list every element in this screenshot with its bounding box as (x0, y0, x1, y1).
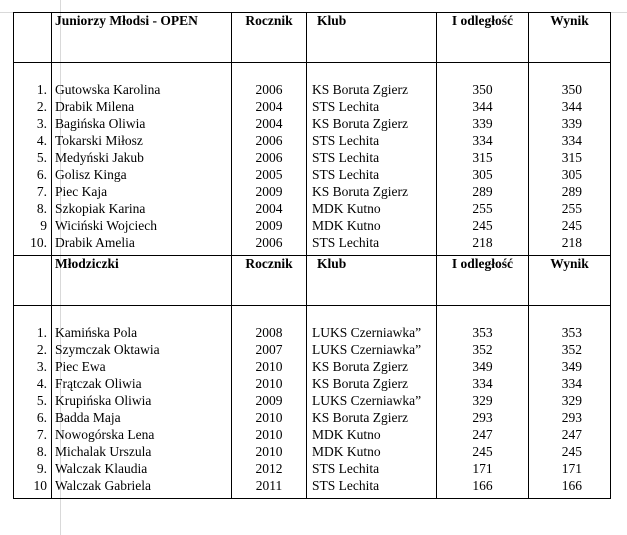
athlete-name: Gutowska Karolina (55, 82, 161, 97)
result-value: 245 (561, 444, 582, 459)
result-value: 334 (561, 133, 582, 148)
birth-year: 2004 (255, 99, 283, 114)
athlete-name: Piec Ewa (55, 359, 106, 374)
result-value: 218 (561, 235, 582, 250)
birth-year-column (232, 306, 307, 499)
result-value: 305 (561, 167, 582, 182)
result-value-column (529, 306, 611, 499)
athlete-name: Bagińska Oliwia (55, 116, 146, 131)
rank: 5. (36, 393, 47, 408)
rank: 3. (36, 359, 47, 374)
birth-year: 2009 (255, 184, 283, 199)
distance-value: 315 (472, 150, 493, 165)
results-table (13, 12, 611, 499)
result-value: 166 (561, 478, 582, 493)
section-body-row (14, 63, 611, 256)
column-header-result-cell (529, 13, 611, 63)
column-header-distance-cell (437, 13, 529, 63)
column-header-result-cell (529, 256, 611, 306)
birth-year: 2008 (255, 325, 283, 340)
distance-value: 329 (472, 393, 493, 408)
result-value: 289 (561, 184, 582, 199)
header-blank-cell-cell (14, 13, 52, 63)
birth-year: 2005 (255, 167, 283, 182)
rank: 6. (36, 167, 47, 182)
club-name: KS Boruta Zgierz (312, 184, 408, 199)
athlete-name: Szymczak Oktawia (55, 342, 160, 357)
club-name: MDK Kutno (312, 444, 381, 459)
column-header-result: Wynik (550, 256, 589, 271)
distance-value: 344 (472, 99, 493, 114)
birth-year: 2010 (255, 376, 283, 391)
rank: 10 (33, 478, 47, 493)
result-value: 349 (561, 359, 582, 374)
column-header-distance-cell (437, 256, 529, 306)
athlete-name: Walczak Klaudia (55, 461, 148, 476)
athlete-name: Michalak Urszula (55, 444, 152, 459)
athlete-name: Krupińska Oliwia (55, 393, 152, 408)
column-header-year: Rocznik (245, 13, 293, 28)
rank: 2. (36, 342, 47, 357)
athlete-name: Medyński Jakub (55, 150, 144, 165)
athlete-name: Piec Kaja (55, 184, 108, 199)
club-name: MDK Kutno (312, 201, 381, 216)
result-value: 293 (561, 410, 582, 425)
club-name: STS Lechita (312, 478, 380, 493)
club-name: MDK Kutno (312, 427, 381, 442)
column-header-year: Rocznik (245, 256, 293, 271)
section-header-row (14, 13, 611, 63)
distance-value: 334 (472, 376, 493, 391)
result-value: 350 (561, 82, 582, 97)
column-header-club: Klub (317, 13, 347, 28)
column-header-distance: I odległość (451, 13, 514, 28)
club-name: KS Boruta Zgierz (312, 359, 408, 374)
distance-value: 353 (472, 325, 493, 340)
result-value: 334 (561, 376, 582, 391)
club-name: LUKS Czerniawka” (312, 393, 422, 408)
athlete-name: Drabik Amelia (55, 235, 135, 250)
club-name: MDK Kutno (312, 218, 381, 233)
athlete-name-column (52, 63, 232, 256)
rank-column (14, 63, 52, 256)
distance-value: 166 (472, 478, 493, 493)
section-title: Młodziczki (55, 256, 119, 271)
section-body-row (14, 306, 611, 499)
rank: 10. (30, 235, 47, 250)
result-value-column (529, 63, 611, 256)
birth-year: 2010 (255, 444, 283, 459)
column-header-club-cell (307, 13, 437, 63)
athlete-name: Szkopiak Karina (55, 201, 146, 216)
athlete-name: Frątczak Oliwia (55, 376, 142, 391)
rank: 6. (36, 410, 47, 425)
rank-column (14, 306, 52, 499)
rank: 4. (36, 376, 47, 391)
distance-value: 305 (472, 167, 493, 182)
athlete-name: Badda Maja (55, 410, 121, 425)
column-header-year-cell (232, 256, 307, 306)
athlete-name: Tokarski Miłosz (55, 133, 143, 148)
result-value: 171 (561, 461, 582, 476)
club-name: KS Boruta Zgierz (312, 116, 408, 131)
result-value: 329 (561, 393, 582, 408)
rank: 4. (36, 133, 47, 148)
result-value: 255 (561, 201, 582, 216)
rank: 8. (36, 444, 47, 459)
birth-year: 2004 (255, 116, 283, 131)
rank: 2. (36, 99, 47, 114)
athlete-name: Drabik Milena (55, 99, 135, 114)
club-name: LUKS Czerniawka” (312, 325, 422, 340)
club-name-column (307, 63, 437, 256)
column-header-club-cell (307, 256, 437, 306)
athlete-name: Nowogórska Lena (55, 427, 155, 442)
column-header-result: Wynik (550, 13, 589, 28)
club-name: STS Lechita (312, 167, 380, 182)
birth-year: 2009 (255, 393, 283, 408)
section-title: Juniorzy Młodsi - OPEN (55, 13, 198, 28)
distance-value: 349 (472, 359, 493, 374)
birth-year: 2012 (255, 461, 283, 476)
birth-year: 2004 (255, 201, 283, 216)
birth-year: 2010 (255, 410, 283, 425)
birth-year: 2010 (255, 427, 283, 442)
distance-value: 218 (472, 235, 493, 250)
header-blank-cell-cell (14, 256, 52, 306)
club-name: STS Lechita (312, 461, 380, 476)
rank: 9. (36, 461, 47, 476)
section-header-row (14, 256, 611, 306)
birth-year: 2010 (255, 359, 283, 374)
distance-value: 334 (472, 133, 493, 148)
distance-value: 247 (472, 427, 493, 442)
birth-year: 2009 (255, 218, 283, 233)
result-value: 247 (561, 427, 582, 442)
distance-value: 350 (472, 82, 493, 97)
column-header-distance: I odległość (451, 256, 514, 271)
rank: 9 (40, 218, 47, 233)
birth-year: 2006 (255, 235, 283, 250)
athlete-name: Walczak Gabriela (55, 478, 151, 493)
result-value: 339 (561, 116, 582, 131)
club-name: STS Lechita (312, 99, 380, 114)
distance-value: 245 (472, 444, 493, 459)
athlete-name-column (52, 306, 232, 499)
club-name-column (307, 306, 437, 499)
birth-year-column (232, 63, 307, 256)
club-name: KS Boruta Zgierz (312, 376, 408, 391)
club-name: LUKS Czerniawka” (312, 342, 422, 357)
distance-value-column (437, 306, 529, 499)
athlete-name: Wiciński Wojciech (55, 218, 157, 233)
column-header-year-cell (232, 13, 307, 63)
athlete-name: Golisz Kinga (55, 167, 127, 182)
distance-value: 352 (472, 342, 493, 357)
column-header-club: Klub (317, 256, 347, 271)
result-value: 245 (561, 218, 582, 233)
result-value: 315 (561, 150, 582, 165)
club-name: KS Boruta Zgierz (312, 410, 408, 425)
rank: 1. (36, 82, 47, 97)
club-name: KS Boruta Zgierz (312, 82, 408, 97)
birth-year: 2006 (255, 150, 283, 165)
distance-value: 293 (472, 410, 493, 425)
rank: 3. (36, 116, 47, 131)
club-name: STS Lechita (312, 133, 380, 148)
distance-value-column (437, 63, 529, 256)
result-value: 352 (561, 342, 582, 357)
club-name: STS Lechita (312, 235, 380, 250)
club-name: STS Lechita (312, 150, 380, 165)
distance-value: 255 (472, 201, 493, 216)
section-title-cell (52, 256, 232, 306)
birth-year: 2011 (255, 478, 283, 493)
result-value: 344 (561, 99, 582, 114)
distance-value: 245 (472, 218, 493, 233)
rank: 5. (36, 150, 47, 165)
birth-year: 2007 (255, 342, 283, 357)
result-value: 353 (561, 325, 582, 340)
birth-year: 2006 (255, 82, 283, 97)
results-table-body (14, 13, 611, 499)
rank: 7. (36, 427, 47, 442)
rank: 1. (36, 325, 47, 340)
distance-value: 171 (472, 461, 493, 476)
birth-year: 2006 (255, 133, 283, 148)
section-title-cell (52, 13, 232, 63)
distance-value: 289 (472, 184, 493, 199)
rank: 8. (36, 201, 47, 216)
athlete-name: Kamińska Pola (55, 325, 138, 340)
rank: 7. (36, 184, 47, 199)
distance-value: 339 (472, 116, 493, 131)
